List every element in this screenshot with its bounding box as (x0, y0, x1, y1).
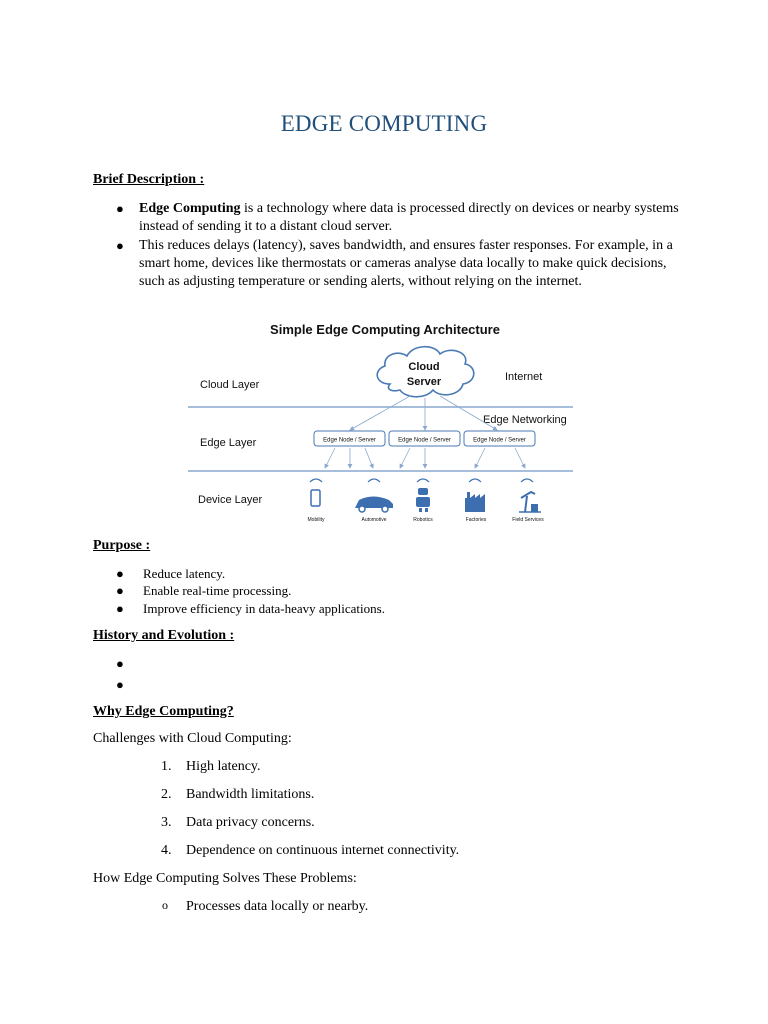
list-number: 1. (161, 759, 172, 774)
circle-bullet-icon: o (162, 898, 168, 912)
cloud-label-line1: Cloud (408, 361, 440, 373)
bullet-bold-term: Edge Computing (139, 201, 241, 216)
device-label: Factories (465, 517, 487, 523)
list-text: Data privacy concerns. (186, 815, 315, 830)
bullet-icon: ● (116, 566, 124, 581)
bullet-icon: ● (116, 201, 124, 216)
brief-description-heading: Brief Description : (93, 172, 205, 187)
node-device-arrows (325, 448, 525, 468)
list-number: 2. (161, 787, 172, 802)
field-services-icon (519, 479, 541, 512)
device-label: Automotive (361, 517, 387, 523)
list-text: Processes data locally or nearby. (186, 899, 369, 914)
list-text: Dependence on continuous internet connectivity. (186, 843, 460, 858)
device-label: Mobility (307, 517, 325, 523)
edge-node-label: Edge Node / Server (323, 437, 376, 444)
mobility-icon (310, 479, 322, 506)
edge-layer-label: Edge Layer (200, 437, 257, 449)
edge-node (464, 431, 535, 446)
cloud-layer-label: Cloud Layer (200, 379, 260, 391)
why-heading: Why Edge Computing? (93, 704, 234, 719)
edge-node (389, 431, 460, 446)
robotics-icon (416, 479, 430, 512)
list-number: 3. (161, 815, 172, 830)
cloud-to-node-arrow (350, 396, 410, 430)
bullet-icon: ● (116, 656, 124, 671)
device-label: Robotics (413, 517, 433, 523)
list-text: High latency. (186, 759, 261, 774)
challenges-intro: Challenges with Cloud Computing: (93, 731, 292, 746)
solutions-intro: How Edge Computing Solves These Problems: (93, 871, 357, 886)
bullet-icon: ● (116, 238, 124, 253)
device-layer-label: Device Layer (198, 494, 263, 506)
factories-icon (465, 479, 485, 512)
purpose-heading: Purpose : (93, 538, 151, 553)
page-title: EDGE COMPUTING (280, 111, 488, 136)
cloud-to-node-arrow (440, 396, 497, 430)
bullet-icon: ● (116, 583, 124, 598)
bullet-icon: ● (116, 677, 124, 692)
internet-label: Internet (505, 371, 543, 383)
device-label: Field Services (512, 517, 544, 523)
edge-node-label: Edge Node / Server (473, 437, 526, 444)
automotive-icon (355, 479, 393, 512)
edge-node (314, 431, 385, 446)
list-number: 4. (161, 843, 172, 858)
edge-networking-label: Edge Networking (483, 414, 567, 426)
bullet-text: is a technology where data is processed directly on devices or nearby systems instead of sending it to a distant cloud server. (139, 201, 679, 234)
diagram-title: Simple Edge Computing Architecture (270, 322, 500, 337)
bullet-icon: ● (116, 601, 124, 616)
edge-node-label: Edge Node / Server (398, 437, 451, 444)
list-text: Bandwidth limitations. (186, 787, 315, 802)
cloud-label-line2: Server (406, 376, 442, 388)
history-heading: History and Evolution : (93, 628, 235, 643)
edge-architecture-diagram (185, 318, 585, 528)
bullet-text: This reduces delays (latency), saves bandwidth, and ensures faster responses. For example, in a smart home, devices like thermostats or cameras analyse data locally to make quick decisions, such as adjusting temperature or sending alerts, without relying on the internet. (139, 238, 673, 289)
